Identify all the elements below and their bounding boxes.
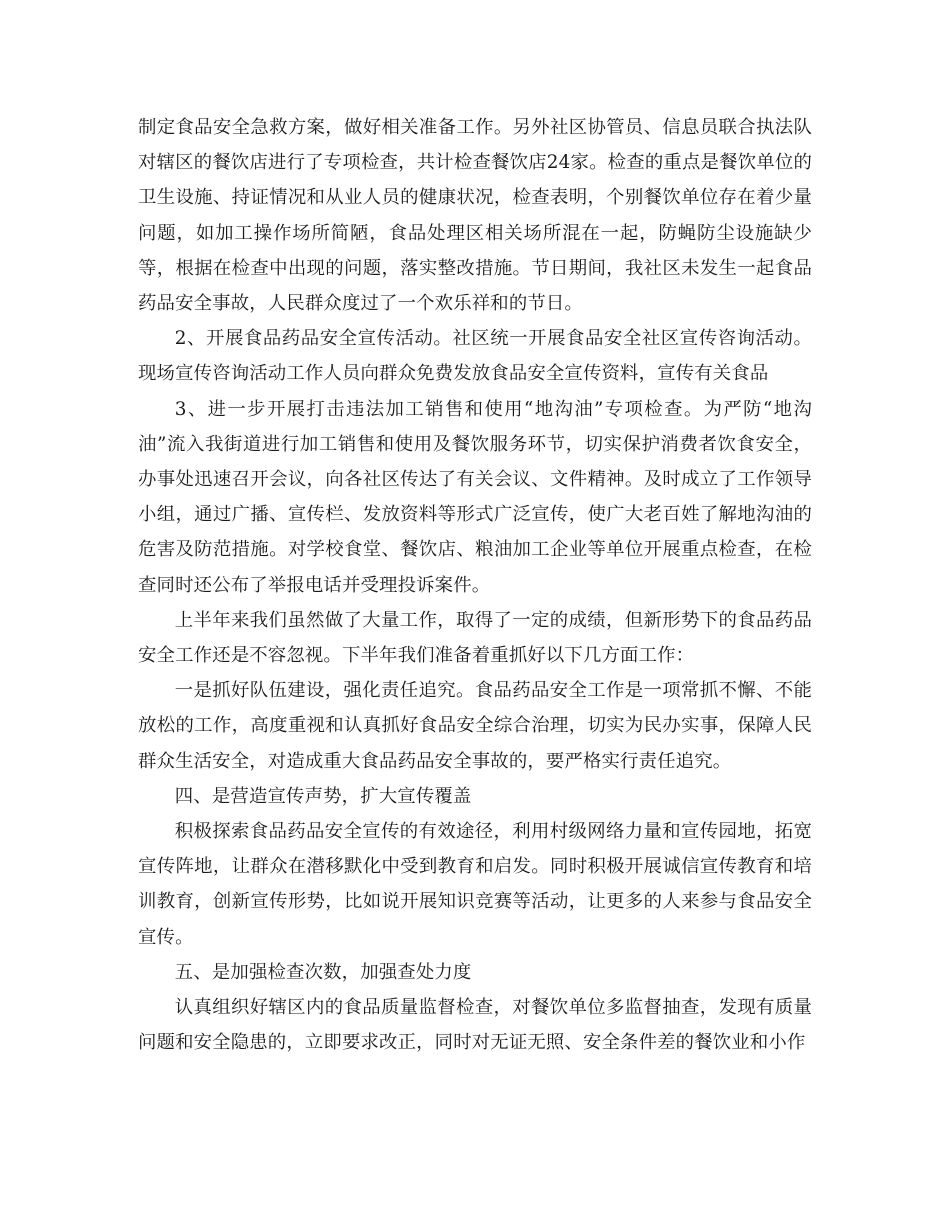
heading-publicity: 四、是营造宣传声势，扩大宣传覆盖 — [174, 785, 472, 807]
paragraph-quality-supervision: 认真组织好辖区内的食品质量监督检查，对餐饮单位多监督抽查，发现有质量问题和安全隐患的，立即要求改正，同时对无证无照、安全条件差的餐饮业和小作 — [138, 997, 812, 1054]
paragraph-half-year-summary: 上半年来我们虽然做了大量工作，取得了一定的成绩，但新形势下的食品药品安全工作还是不容忽视。下半年我们准备着重抓好以下几方面工作： — [138, 609, 812, 667]
paragraph-team-building: 一是抓好队伍建设，强化责任追究。食品药品安全工作是一项常抓不懈、不能放松的工作，高度重视和认真抓好食品安全综合治理，切实为民办实事，保障人民群众生活安全，对造成重大食品药品安全事故的，要严格实行责任追究。 — [138, 680, 812, 772]
paragraph-gutter-oil-inspection: 3、进一步开展打击违法加工销售和使用“地沟油”专项检查。为严防“地沟油”流入我街道进行加工销售和使用及餐饮服务环节，切实保护消费者饮食安全，办事处迅速召开会议，向各社区传达了有关会议、文件精神。及时成立了工作领导小组，通过广播、宣传栏、发放资料等形式广泛宣传，使广大老百姓了解地沟油的危害及防范措施。对学校食堂、餐饮店、粮油加工企业等单位开展重点检查，在检查同时还公布了举报电话并受理投诉案件。 — [138, 398, 812, 596]
paragraph-publicity-channels: 积极探索食品药品安全宣传的有效途径，利用村级网络力量和宣传园地，拓宽宣传阵地，让群众在潜移默化中受到教育和启发。同时积极开展诚信宣传教育和培训教育，创新宣传形势，比如说开展知识竞赛等活动，让更多的人来参与食品安全宣传。 — [138, 821, 812, 948]
paragraph-publicity-activity: 2、开展食品药品安全宣传活动。社区统一开展食品安全社区宣传咨询活动。现场宣传咨询活动工作人员向群众免费发放食品安全宣传资料，宣传有关食品 — [138, 328, 812, 385]
paragraph-inspection-continued: 制定食品安全急救方案，做好相关准备工作。另外社区协管员、信息员联合执法队对辖区的餐饮店进行了专项检查，共计检查餐饮店24家。检查的重点是餐饮单位的卫生设施、持证情况和从业人员的健康状况，检查表明，个别餐饮单位存在着少量问题，如加工操作场所简陋，食品处理区相关场所混在一起，防蝇防尘设施缺少等，根据在检查中出现的问题，落实整改措施。节日期间，我社区未发生一起食品药品安全事故，人民群众度过了一个欢乐祥和的节日。 — [138, 117, 812, 315]
document-body — [138, 110, 812, 1060]
heading-inspection: 五、是加强检查次数，加强查处力度 — [174, 961, 472, 983]
